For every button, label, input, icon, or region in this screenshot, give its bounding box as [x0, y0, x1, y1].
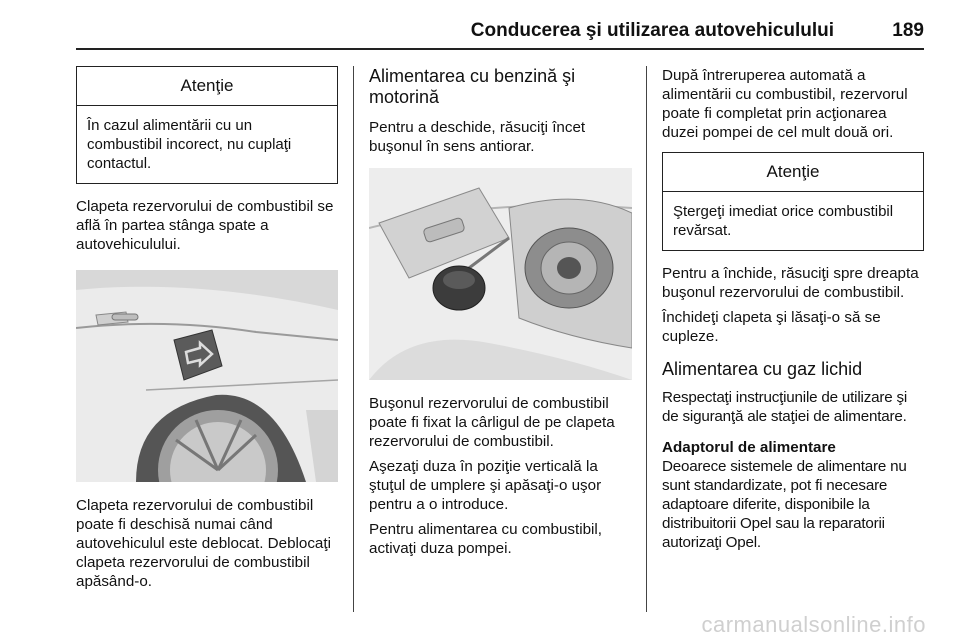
- column-middle: [369, 66, 632, 558]
- warning-text: Ştergeţi imediat orice combustibil revărsat.: [673, 203, 894, 239]
- paragraph: Aşezaţi duza în poziţie verticală la ştuţul de umplere şi apăsaţi-o uşor pentru a o introduce.: [369, 458, 602, 513]
- column-right: [662, 66, 924, 552]
- paragraph: Închideţi clapeta şi lăsaţi-o să se cupleze.: [662, 309, 881, 345]
- section-heading: Alimentarea cu benzină şi motorină: [369, 66, 576, 107]
- fuel-flap-illustration: [76, 270, 338, 482]
- paragraph: După întreruperea automată a alimentării cu combustibil, rezervorul poate fi completat prin acţionarea duzei pompei de cel mult două ori.: [662, 67, 908, 141]
- paragraph: Respectaţi instrucţiunile de utilizare şi de siguranţă ale staţiei de alimentare.: [662, 389, 908, 425]
- paragraph: Pentru a închide, răsuciţi spre dreapta buşonul rezervorului de combustibil.: [662, 265, 919, 301]
- paragraph: Pentru alimentarea cu combustibil, activaţi duza pompei.: [369, 521, 602, 557]
- subheading: Adaptorul de alimentare: [662, 439, 836, 456]
- paragraph: Clapeta rezervorului de combustibil se află în partea stânga spate a autovehiculului.: [76, 198, 334, 253]
- chapter-title: Conducerea şi utilizarea autovehiculului: [470, 20, 834, 41]
- warning-box: [76, 66, 338, 184]
- page-header: [76, 14, 924, 50]
- warning-title: Atenţie: [77, 67, 337, 106]
- page-number: 189: [892, 20, 924, 41]
- paragraph: Buşonul rezervorului de combustibil poate fi fixat la cârligul de pe clapeta rezervorului de combustibil.: [369, 395, 615, 450]
- column-divider: [646, 66, 647, 612]
- watermark: carmanualsonline.info: [701, 612, 926, 637]
- warning-box: [662, 152, 924, 251]
- paragraph: Deoarece sistemele de alimentare nu sunt standardizate, pot fi necesare adaptoare diferite, disponibile la distribuitorii Opel sau la reparatorii autorizaţi Opel.: [662, 458, 907, 551]
- warning-title: Atenţie: [663, 153, 923, 192]
- paragraph: Pentru a deschide, răsuciţi încet buşonul în sens antiorar.: [369, 119, 586, 155]
- column-left: [76, 66, 338, 591]
- paragraph: Clapeta rezervorului de combustibil poate fi deschisă numai când autovehiculul este deblocat. Deblocaţi clapeta rezervorului de combustibil apăsând-o.: [76, 497, 331, 590]
- section-heading: Alimentarea cu gaz lichid: [662, 359, 863, 379]
- column-divider: [353, 66, 354, 612]
- warning-text: În cazul alimentării cu un combustibil incorect, nu cuplaţi contactul.: [87, 117, 292, 172]
- fuel-cap-illustration: [369, 168, 632, 380]
